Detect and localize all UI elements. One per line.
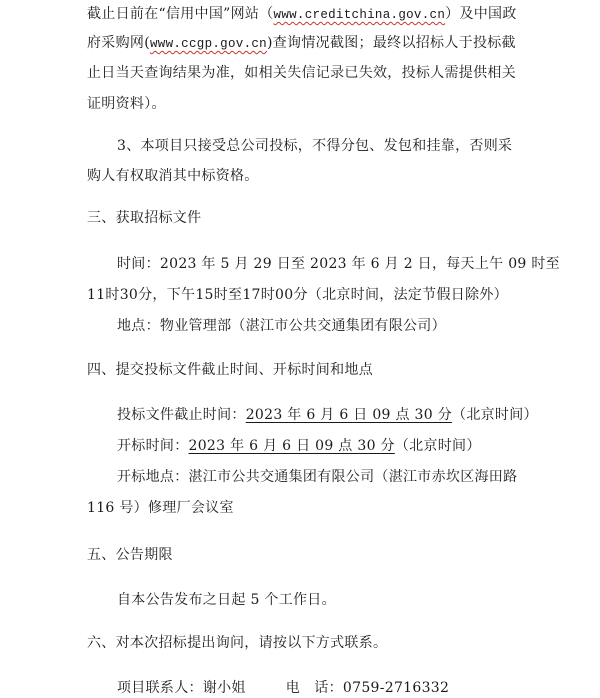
ccgp-url: www.ccgp.gov.cn bbox=[149, 37, 267, 51]
deadline-value: 2023 年 6 月 6 日 09 点 30 分 bbox=[245, 407, 453, 423]
para1-line2-text-b: )查询情况截图；最终以招标人于投标截 bbox=[267, 35, 516, 51]
section6-contact bbox=[117, 678, 449, 698]
para1-line1-text-b: ）及中国政 bbox=[445, 6, 517, 22]
phone-value: 0759-2716332 bbox=[342, 680, 450, 696]
creditchina-url: www.creditchina.gov.cn bbox=[273, 8, 446, 22]
para1-line2 bbox=[87, 33, 516, 53]
para1-line4: 证明资料）。 bbox=[87, 96, 166, 112]
section3-heading: 三、获取招标文件 bbox=[87, 210, 202, 226]
section3-place: 地点：物业管理部（湛江市公共交通集团有限公司） bbox=[117, 318, 446, 334]
para1-line2-text-a: 府采购网( bbox=[87, 35, 150, 51]
para1-line1 bbox=[87, 4, 517, 24]
opening-value: 2023 年 6 月 6 日 09 点 30 分 bbox=[188, 438, 395, 454]
section4-location-line2: 116 号）修理厂会议室 bbox=[87, 500, 234, 516]
section5-text: 自本公告发布之日起 5 个工作日。 bbox=[117, 592, 336, 608]
deadline-suffix: （北京时间） bbox=[452, 407, 538, 423]
deadline-label: 投标文件截止时间： bbox=[117, 407, 246, 423]
section6-heading: 六、对本次招标提出询问，请按以下方式联系。 bbox=[87, 635, 388, 651]
opening-suffix: （北京时间） bbox=[394, 438, 481, 454]
section4-deadline bbox=[117, 405, 538, 425]
section3-time-line2: 11时30分，下午15时至17时00分（北京时间，法定节假日除外） bbox=[87, 287, 508, 303]
section5-heading: 五、公告期限 bbox=[87, 547, 173, 563]
section4-location-line1: 开标地点：湛江市公共交通集团有限公司（湛江市赤坎区海田路 bbox=[117, 469, 518, 485]
para2-line1: 3、本项目只接受总公司投标，不得分包、发包和挂靠，否则采 bbox=[117, 138, 513, 154]
para1-line1-text-a: 截止日前在“信用中国”网站（ bbox=[87, 6, 274, 22]
section4-heading: 四、提交投标文件截止时间、开标时间和地点 bbox=[87, 362, 373, 378]
opening-label: 开标时间： bbox=[117, 438, 189, 454]
section3-time-line1: 时间：2023 年 5 月 29 日至 2023 年 6 月 2 日，每天上午 09 时至 bbox=[117, 256, 560, 272]
contact-person: 项目联系人：谢小姐 bbox=[117, 680, 246, 696]
para2-line2: 购人有权取消其中标资格。 bbox=[87, 168, 259, 184]
section4-opening bbox=[117, 436, 481, 456]
phone-label: 电 话： bbox=[285, 680, 343, 696]
para1-line3: 止日当天查询结果为准，如相关失信记录已失效，投标人需提供相关 bbox=[87, 65, 516, 81]
